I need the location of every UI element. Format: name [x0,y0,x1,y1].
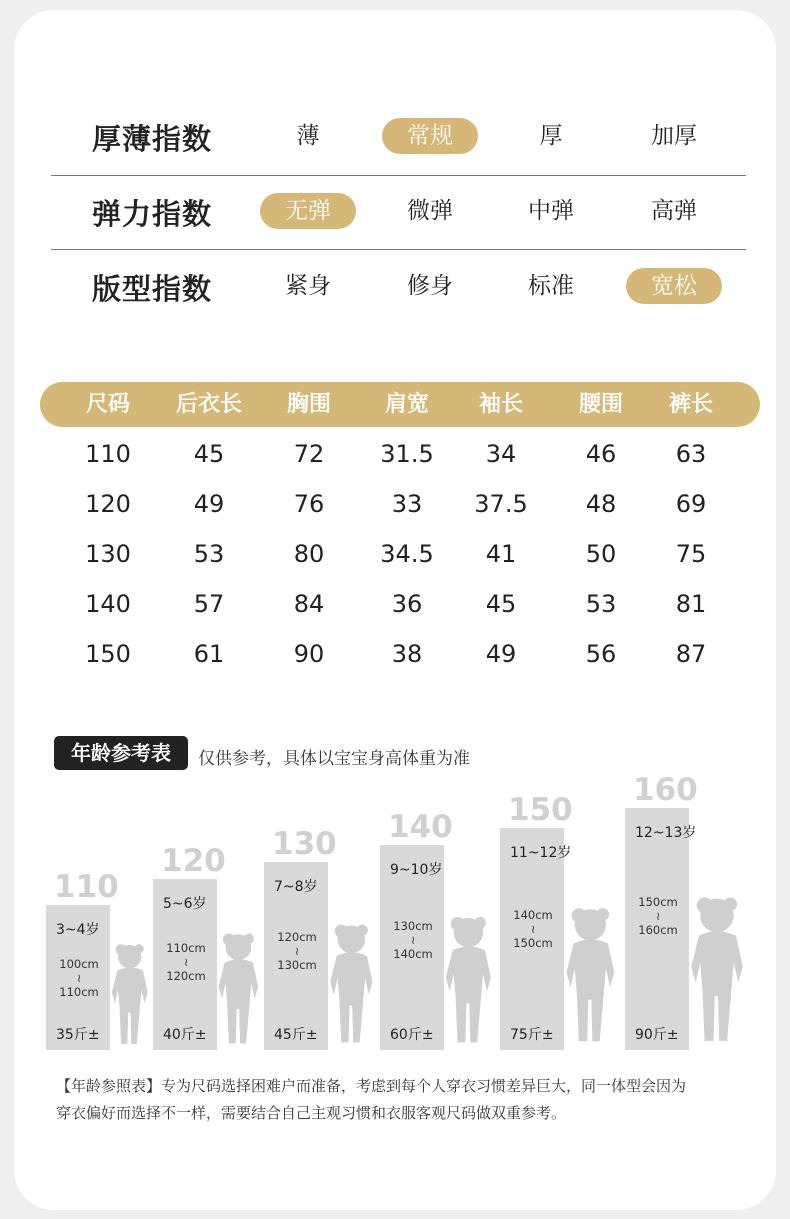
bar-size-label: 110 [54,869,119,905]
bar-height-range [50,957,108,999]
bar-weight-label: 75斤± [510,1027,554,1043]
table-cell: 69 [675,490,707,518]
table-cell: 140 [85,590,131,618]
height-range-part: ≀ [294,944,300,958]
table-cell: 120 [85,490,131,518]
index-title: 弹力指数 [92,197,213,231]
height-range-part: 140cm [393,947,433,961]
height-range-part: 120cm [166,969,206,983]
table-cell: 53 [193,540,225,568]
height-range-part: ≀ [655,909,661,923]
table-cell: 90 [293,640,325,668]
height-range-part: 160cm [638,923,678,937]
table-cell: 63 [675,440,707,468]
table-cell: 56 [585,640,617,668]
table-cell: 50 [585,540,617,568]
table-cell: 75 [675,540,707,568]
bar-height-range [157,941,215,983]
header-back-length: 后衣长 [175,392,243,417]
bar-age-label: 9~10岁 [390,862,443,878]
height-range-part: 130cm [277,958,317,972]
height-range-part: 110cm [166,941,206,955]
height-range-part: ≀ [530,922,536,936]
height-range-part: 120cm [277,930,317,944]
option-high-stretch: 高弹 [651,198,697,224]
option-thin: 薄 [296,123,320,149]
bar-height-range [629,895,687,937]
option-loose-selected: 宽松 [626,268,722,304]
option-thick: 厚 [539,123,563,149]
table-cell: 34 [485,440,517,468]
height-range-part: 150cm [638,895,678,909]
size-table-header [40,382,760,427]
bar-size-label: 120 [161,843,226,879]
table-cell: 48 [585,490,617,518]
table-cell: 41 [485,540,517,568]
table-cell: 87 [675,640,707,668]
table-cell: 84 [293,590,325,618]
table-cell: 57 [193,590,225,618]
bar-weight-label: 60斤± [390,1027,434,1043]
table-cell: 49 [193,490,225,518]
bar-height-range [268,930,326,972]
table-cell: 46 [585,440,617,468]
option-slim: 修身 [407,273,453,299]
divider [51,249,746,250]
height-range-part: ≀ [410,933,416,947]
option-extra-thick: 加厚 [651,123,697,149]
table-cell: 76 [293,490,325,518]
divider [51,175,746,176]
header-sleeve: 袖长 [478,392,524,417]
table-cell: 31.5 [380,440,434,468]
child-silhouette-icon [104,941,159,1050]
header-chest: 胸围 [286,392,332,417]
table-cell: 33 [391,490,423,518]
table-cell: 37.5 [474,490,528,518]
index-title: 厚薄指数 [92,122,213,156]
bar-weight-label: 35斤± [56,1027,100,1043]
child-silhouette-icon [210,930,270,1050]
height-range-part: ≀ [183,955,189,969]
bar-weight-label: 90斤± [635,1027,679,1043]
height-range-part: 100cm [59,957,99,971]
table-cell: 110 [85,440,131,468]
height-range-part: 110cm [59,985,99,999]
age-reference-badge: 年龄参考表 [54,736,188,770]
table-cell: 36 [391,590,423,618]
bar-size-label: 160 [633,772,698,808]
option-regular-selected: 常规 [382,118,478,154]
bar-age-label: 5~6岁 [163,896,207,912]
table-cell: 150 [85,640,131,668]
header-size: 尺码 [85,392,131,417]
table-cell: 130 [85,540,131,568]
bar-size-label: 130 [272,826,337,862]
table-cell: 38 [391,640,423,668]
bar-height-range [504,908,562,950]
table-cell: 81 [675,590,707,618]
child-silhouette-icon [436,913,505,1050]
footer-line-2: 穿衣偏好而选择不一样，需要结合自己主观习惯和衣服客观尺码做双重参考。 [56,1104,567,1122]
bar-weight-label: 40斤± [163,1027,207,1043]
child-silhouette-icon [680,893,758,1050]
table-cell: 61 [193,640,225,668]
option-no-stretch-selected: 无弹 [260,193,356,229]
table-cell: 72 [293,440,325,468]
child-silhouette-icon [556,904,629,1050]
bar-size-label: 140 [388,809,453,845]
bar-age-label: 12~13岁 [635,825,697,841]
height-range-part: ≀ [76,971,82,985]
height-range-part: 130cm [393,919,433,933]
table-cell: 80 [293,540,325,568]
option-tight: 紧身 [285,273,331,299]
bar-weight-label: 45斤± [274,1027,318,1043]
age-reference-note: 仅供参考，具体以宝宝身高体重为准 [198,749,470,769]
header-waist: 腰围 [578,392,624,417]
table-cell: 49 [485,640,517,668]
footer-line-1: 【年龄参照表】专为尺码选择困难户而准备，考虑到每个人穿衣习惯差异巨大，同一体型会因为 [56,1077,687,1095]
bar-age-label: 3~4岁 [56,922,100,938]
table-cell: 34.5 [380,540,434,568]
table-cell: 53 [585,590,617,618]
height-range-part: 150cm [513,936,553,950]
bar-size-label: 150 [508,792,573,828]
bar-age-label: 11~12岁 [510,845,572,861]
index-title: 版型指数 [92,272,213,306]
child-silhouette-icon [321,921,385,1050]
header-pants-length: 裤长 [668,392,714,417]
table-cell: 45 [193,440,225,468]
table-cell: 45 [485,590,517,618]
bar-age-label: 7~8岁 [274,879,318,895]
height-range-part: 140cm [513,908,553,922]
option-medium-stretch: 中弹 [528,198,574,224]
option-slight-stretch: 微弹 [407,198,453,224]
bar-height-range [384,919,442,961]
option-standard: 标准 [528,273,574,299]
header-shoulder: 肩宽 [384,392,430,417]
